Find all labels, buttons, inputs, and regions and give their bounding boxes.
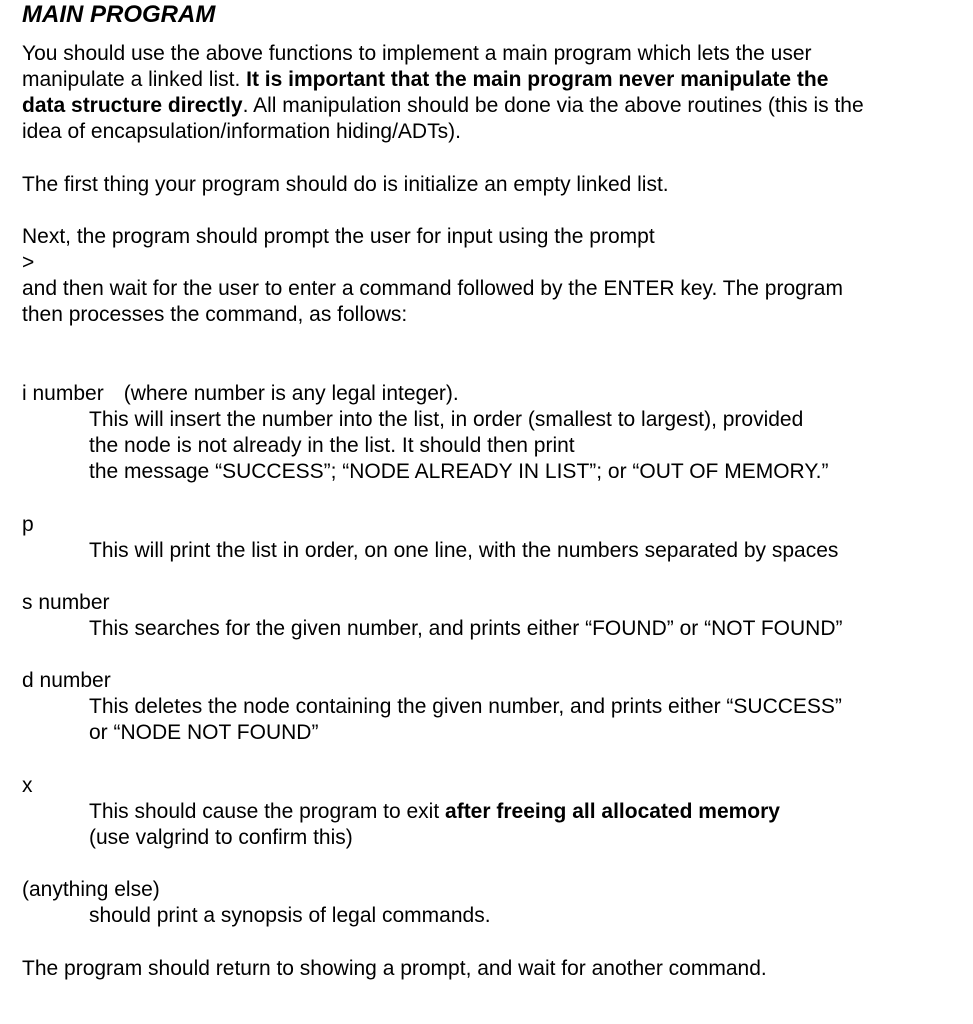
exit-desc-1-text: This should cause the program to exit xyxy=(89,800,446,823)
prompt-line-1: Next, the program should prompt the user for input using the prompt xyxy=(22,225,655,248)
intro-line-3-text: . All manipulation should be done via the above routines (this is the xyxy=(242,94,864,117)
exit-desc-1 xyxy=(89,799,780,825)
section-heading: MAIN PROGRAM xyxy=(22,1,216,28)
insert-desc-2: the node is not already in the list. It should then print xyxy=(89,434,575,457)
intro-line-2 xyxy=(22,67,828,93)
insert-command xyxy=(22,381,459,407)
insert-desc-3: the message “SUCCESS”; “NODE ALREADY IN LIST”; or “OUT OF MEMORY.” xyxy=(89,460,829,483)
intro-line-3 xyxy=(22,93,864,119)
insert-desc-1: This will insert the number into the list, in order (smallest to largest), provided xyxy=(89,408,804,431)
prompt-line-3: and then wait for the user to enter a command followed by the ENTER key. The program xyxy=(22,277,843,300)
delete-desc-1: This deletes the node containing the given number, and prints either “SUCCESS” xyxy=(89,695,842,718)
search-desc-1: This searches for the given number, and prints either “FOUND” or “NOT FOUND” xyxy=(89,617,843,640)
search-command: s number xyxy=(22,591,110,614)
delete-command: d number xyxy=(22,669,111,692)
insert-command-name: i number xyxy=(22,382,104,405)
print-desc-1: This will print the list in order, on one line, with the numbers separated by spaces xyxy=(89,539,839,562)
other-command: (anything else) xyxy=(22,878,160,901)
intro-line-4: idea of encapsulation/information hiding/ADTs). xyxy=(22,120,461,143)
intro-line-1: You should use the above functions to implement a main program which lets the user xyxy=(22,42,812,65)
insert-command-note: (where number is any legal integer). xyxy=(123,382,459,405)
prompt-line-4: then processes the command, as follows: xyxy=(22,303,408,326)
exit-command: x xyxy=(22,774,33,797)
delete-desc-2: or “NODE NOT FOUND” xyxy=(89,721,319,744)
intro-emphasis-2: data structure directly xyxy=(22,94,243,117)
other-desc-1: should print a synopsis of legal commands. xyxy=(89,904,491,927)
intro-line-2-text: manipulate a linked list. xyxy=(22,68,247,91)
print-command: p xyxy=(22,513,34,536)
intro-emphasis-1: It is important that the main program never manipulate the xyxy=(246,68,829,91)
init-paragraph: The first thing your program should do is initialize an empty linked list. xyxy=(22,173,669,196)
exit-emphasis: after freeing all allocated memory xyxy=(445,800,780,823)
closing-paragraph: The program should return to showing a prompt, and wait for another command. xyxy=(22,957,767,980)
prompt-symbol: > xyxy=(22,251,35,274)
exit-desc-2: (use valgrind to confirm this) xyxy=(89,826,353,849)
